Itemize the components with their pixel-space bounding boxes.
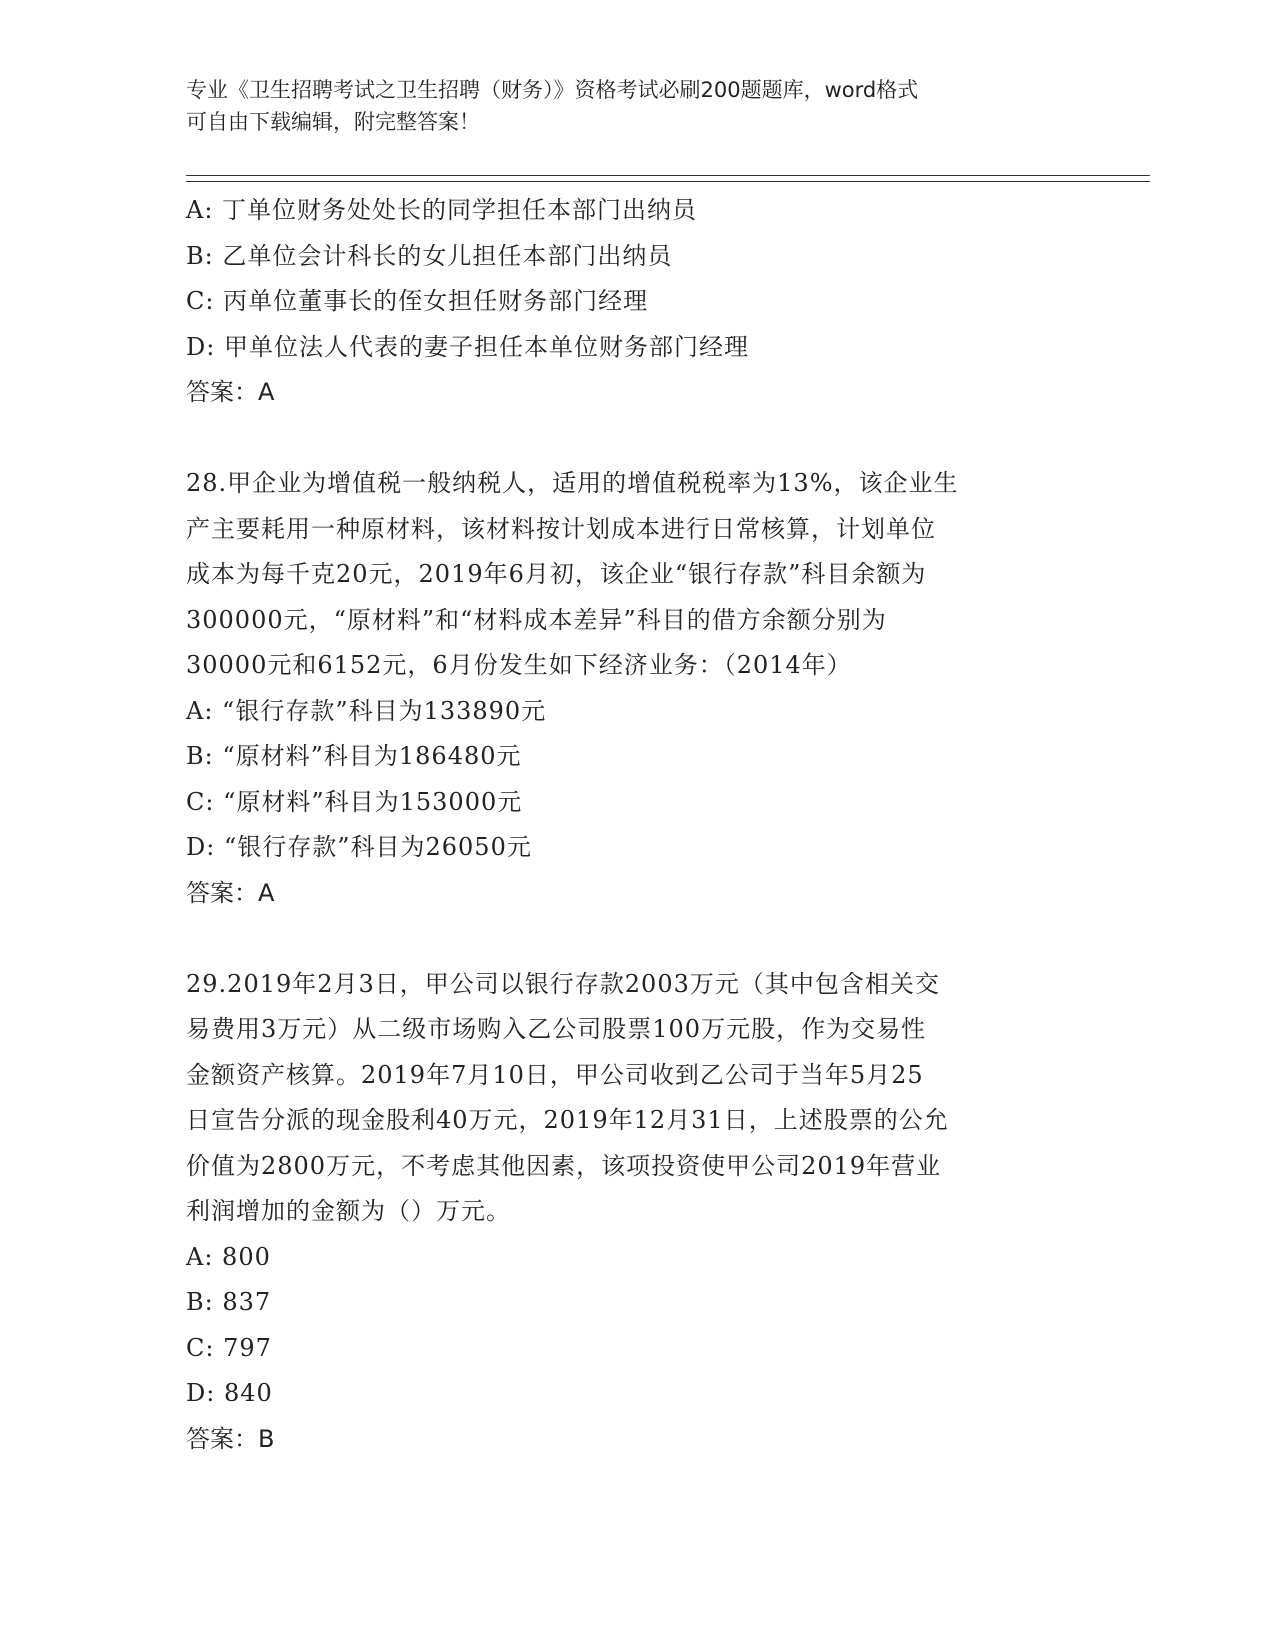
question-stem-line: 300000元，“原材料”和“材料成本差异”科目的借方余额分别为 (186, 605, 887, 634)
option-a: A: 丁单位财务处处长的同学担任本部门出纳员 (186, 196, 698, 224)
header-divider-bottom (186, 181, 1150, 182)
option-b: B: 乙单位会计科长的女儿担任本部门出纳员 (186, 241, 673, 270)
question-stem-line: 成本为每千克20元，2019年6月初，该企业“银行存款”科目余额为 (186, 560, 927, 588)
question-27 (186, 188, 1086, 416)
question-stem-line: 日宣告分派的现金股利40万元，2019年12月31日，上述股票的公允 (186, 1106, 949, 1134)
question-list (186, 188, 1086, 1462)
option-b: B: “原材料”科目为186480元 (186, 742, 522, 770)
question-stem-line: 利润增加的金额为（）万元。 (186, 1197, 511, 1225)
question-stem-line: 产主要耗用一种原材料，该材料按计划成本进行日常核算，计划单位 (186, 514, 936, 543)
spacer (186, 416, 1086, 462)
option-c: C: 丙单位董事长的侄女担任财务部门经理 (186, 287, 649, 315)
answer: 答案：A (186, 378, 275, 406)
spacer (186, 916, 1086, 962)
header-line-2: 可自由下载编辑，附完整答案！ (186, 110, 480, 134)
option-a: A: 800 (186, 1242, 271, 1271)
question-stem-line: 易费用3万元）从二级市场购入乙公司股票100万元股，作为交易性 (186, 1015, 927, 1043)
option-c: C: 797 (186, 1333, 272, 1362)
option-d: D: 840 (186, 1379, 273, 1407)
option-c: C: “原材料”科目为153000元 (186, 787, 523, 816)
header-line-1: 专业《卫生招聘考试之卫生招聘（财务）》资格考试必刷200题题库，word格式 (186, 78, 919, 102)
option-b: B: 837 (186, 1288, 272, 1316)
question-stem-line: 29.2019年2月3日，甲公司以银行存款2003万元（其中包含相关交 (186, 969, 940, 998)
option-d: D: “银行存款”科目为26050元 (186, 833, 532, 861)
question-29 (186, 962, 1086, 1463)
question-stem-line: 30000元和6152元，6月份发生如下经济业务：（2014年） (186, 651, 852, 679)
answer: 答案：B (186, 1424, 275, 1453)
question-28 (186, 461, 1086, 916)
question-stem-line: 金额资产核算。2019年7月10日，甲公司收到乙公司于当年5月25 (186, 1060, 924, 1089)
option-a: A: “银行存款”科目为133890元 (186, 696, 547, 725)
question-stem-line: 价值为2800万元，不考虑其他因素，该项投资使甲公司2019年营业 (186, 1151, 942, 1180)
answer: 答案：A (186, 878, 275, 907)
document-header (186, 74, 1066, 138)
header-divider-top (186, 175, 1150, 176)
option-d: D: 甲单位法人代表的妻子担任本单位财务部门经理 (186, 332, 749, 361)
question-stem-line: 28.甲企业为增值税一般纳税人，适用的增值税税率为13%，该企业生 (186, 469, 959, 497)
